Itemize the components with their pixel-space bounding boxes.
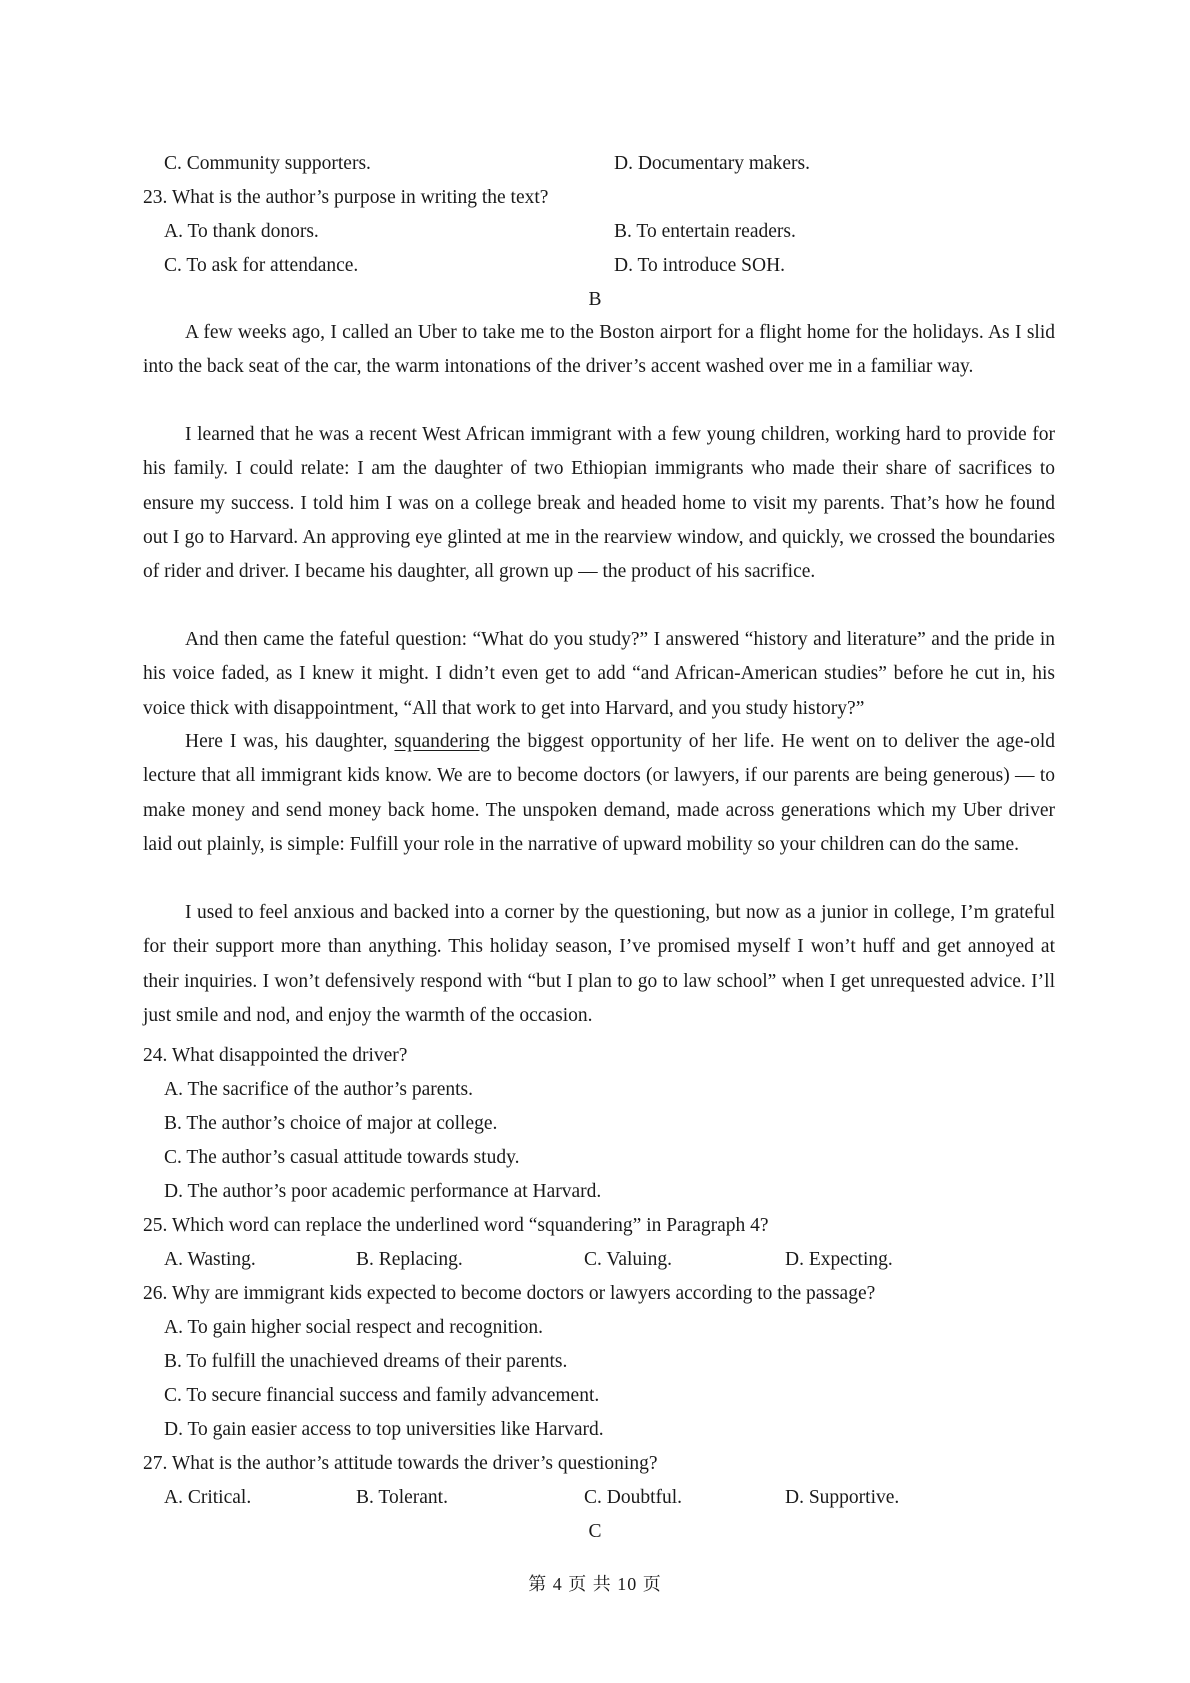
q27-option-a: A. Critical. bbox=[164, 1487, 252, 1508]
passage-b-paragraph-4 bbox=[143, 725, 1055, 862]
q27-option-b: B. Tolerant. bbox=[356, 1487, 448, 1508]
section-c-heading: C bbox=[588, 1521, 602, 1542]
q23-option-c: C. To ask for attendance. bbox=[164, 255, 359, 276]
q24-option-a: A. The sacrifice of the author’s parents. bbox=[164, 1079, 474, 1100]
page-number-footer: 第 4 页 共 10 页 bbox=[528, 1574, 662, 1594]
passage-b-paragraph-2: I learned that he was a recent West African immigrant with a few young children, working hard to provide for his family. I could relate: I am the daughter of two Ethiopian immigrants who made their share of sacrifices to ensure my success. I told him I was on a college break and headed home to visit my parents. That’s how he found out I go to Harvard. An approving eye glinted at me in the rearview window, and quickly, we crossed the boundaries of rider and driver. I became his daughter, all grown up — the product of his sacrifice. bbox=[143, 424, 1055, 583]
q25-option-d: D. Expecting. bbox=[785, 1249, 893, 1270]
passage-b-paragraph-1: A few weeks ago, I called an Uber to take me to the Boston airport for a flight home for the holidays. As I slid into the back seat of the car, the warm intonations of the driver’s accent washed over me in a familiar way. bbox=[143, 322, 1055, 378]
paragraph-4-lead: Here I was, his daughter, bbox=[185, 731, 395, 752]
paragraph-4-rest: the biggest opportunity of her life. He went on to deliver the age-old lecture that all immigrant kids know. We are to become doctors (or lawyers, if our parents are being generous) — to make money and send money back home. The unspoken demand, made across generations which my Uber driver laid out plainly, is simple: Fulfill your role in the narrative of upward mobility so your children can do the same. bbox=[143, 731, 1055, 855]
underlined-word: squandering bbox=[394, 731, 490, 752]
q27-option-d: D. Supportive. bbox=[785, 1487, 900, 1508]
q25-option-a: A. Wasting. bbox=[164, 1249, 256, 1270]
q26-option-c: C. To secure financial success and family advancement. bbox=[164, 1385, 600, 1406]
q26-option-a: A. To gain higher social respect and recognition. bbox=[164, 1317, 543, 1338]
passage-b-paragraph-5: I used to feel anxious and backed into a corner by the questioning, but now as a junior in college, I’m grateful for their support more than anything. This holiday season, I’ve promised myself I won’t huff and get annoyed at their inquiries. I won’t defensively respond with “but I plan to go to law school” when I get unrequested advice. I’ll just smile and nod, and enjoy the warmth of the occasion. bbox=[143, 902, 1055, 1026]
q22-option-d: D. Documentary makers. bbox=[614, 153, 811, 174]
q27-stem: 27. What is the author’s attitude towards the driver’s questioning? bbox=[143, 1453, 658, 1474]
q23-option-d: D. To introduce SOH. bbox=[614, 255, 786, 276]
q27-option-c: C. Doubtful. bbox=[584, 1487, 683, 1508]
q24-option-d: D. The author’s poor academic performance at Harvard. bbox=[164, 1181, 602, 1202]
q24-stem: 24. What disappointed the driver? bbox=[143, 1045, 408, 1066]
q25-option-c: C. Valuing. bbox=[584, 1249, 672, 1270]
q23-option-b: B. To entertain readers. bbox=[614, 221, 796, 242]
q26-stem: 26. Why are immigrant kids expected to become doctors or lawyers according to the passage? bbox=[143, 1283, 876, 1304]
q25-option-b: B. Replacing. bbox=[356, 1249, 463, 1270]
q24-option-b: B. The author’s choice of major at college. bbox=[164, 1113, 498, 1134]
q24-option-c: C. The author’s casual attitude towards study. bbox=[164, 1147, 520, 1168]
q25-stem: 25. Which word can replace the underlined word “squandering” in Paragraph 4? bbox=[143, 1215, 769, 1236]
q26-option-b: B. To fulfill the unachieved dreams of their parents. bbox=[164, 1351, 568, 1372]
passage-b-paragraph-3: And then came the fateful question: “What do you study?” I answered “history and literature” and the pride in his voice faded, as I knew it might. I didn’t even get to add “and African-American studies” before he cut in, his voice thick with disappointment, “All that work to get into Harvard, and you study history?” bbox=[143, 629, 1055, 719]
q23-option-a: A. To thank donors. bbox=[164, 221, 319, 242]
section-b-heading: B bbox=[588, 289, 602, 310]
q22-option-c: C. Community supporters. bbox=[164, 153, 371, 174]
q26-option-d: D. To gain easier access to top universities like Harvard. bbox=[164, 1419, 604, 1440]
q23-stem: 23. What is the author’s purpose in writing the text? bbox=[143, 187, 549, 208]
